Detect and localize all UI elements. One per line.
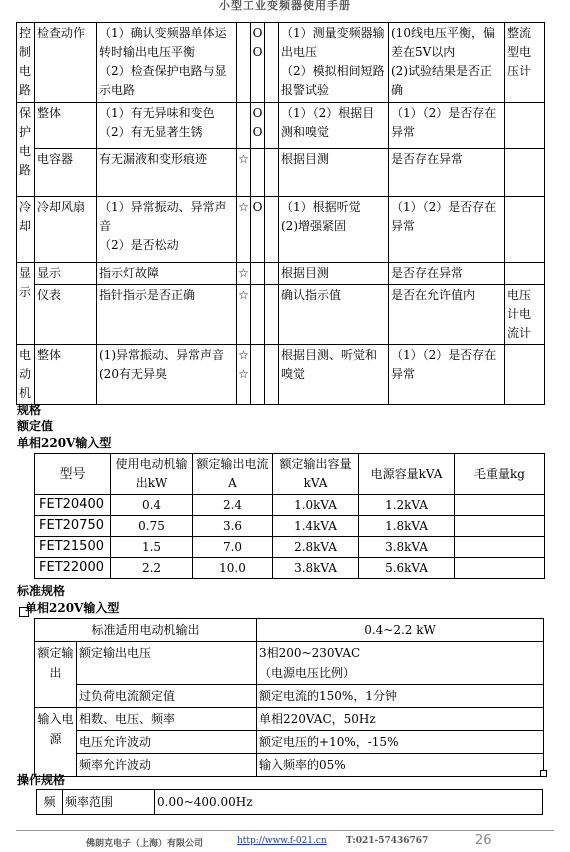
rating-cell: 1.2kVA	[359, 495, 455, 516]
heading-spec: 规格	[17, 403, 42, 417]
maint-cell-g: （1）根据听觉 (2)增强紧固	[279, 197, 389, 263]
rating-table	[34, 453, 545, 579]
model-number: FET20750	[35, 516, 111, 537]
motor-output-value: 0.4~2.2 kW	[257, 619, 544, 642]
maint-cell-i: 整流型电压计	[505, 23, 545, 103]
rating-header: 型号	[35, 454, 111, 495]
freq-range-value: 0.00~400.00Hz	[155, 790, 543, 815]
maint-cell-e: O O	[251, 23, 265, 103]
maintenance-table	[16, 22, 545, 405]
maint-cell-f	[265, 285, 279, 345]
maint-cell-g: 根据目测	[279, 149, 389, 197]
footer-divider	[16, 830, 554, 831]
model-number: FET21500	[35, 537, 111, 558]
maint-cell-b: 整体	[35, 103, 97, 149]
rating-cell: 3.8kVA	[359, 537, 455, 558]
rating-row	[35, 537, 545, 558]
maint-cell-h: 是否存在异常	[389, 263, 505, 285]
maint-row	[17, 345, 545, 405]
maint-cell-d: ☆	[237, 285, 251, 345]
rating-cell	[455, 537, 545, 558]
table-resize-handle	[540, 770, 547, 777]
maint-row	[17, 23, 545, 103]
maint-cell-c: （1）有无异味和变色 （2）有无显著生锈	[97, 103, 237, 149]
rating-header: 额定输出电流A	[193, 454, 273, 495]
maint-cell-g: （1）（2）根据目测和嗅觉	[279, 103, 389, 149]
voltage-tolerance-value: 额定电压的+10%，-15%	[257, 731, 544, 754]
rating-cell	[455, 558, 545, 579]
op-col1: 频	[37, 790, 63, 815]
rating-cell: 5.6kVA	[359, 558, 455, 579]
frequency-tolerance-label: 频率允许波动	[77, 754, 257, 777]
rating-row	[35, 558, 545, 579]
maint-cell-d: ☆	[237, 149, 251, 197]
maint-cell-i	[505, 263, 545, 285]
maint-cell-c: 指针指示是否正确	[97, 285, 237, 345]
maint-row	[17, 263, 545, 285]
maint-cell-h: (10线电压平衡，偏差在5V以内 (2)试验结果是否正确	[389, 23, 505, 103]
model-number: FET22000	[35, 558, 111, 579]
freq-range-label: 频率范围	[63, 790, 155, 815]
maint-cell-h: （1）（2）是否存在异常	[389, 103, 505, 149]
maint-cell-g: （1）测量变频器输出电压 （2）模拟相间短路报警试验	[279, 23, 389, 103]
rating-cell: 1.4kVA	[273, 516, 359, 537]
rated-voltage-value: 3相200~230VAC （电源电压比例）	[257, 642, 544, 685]
rated-voltage-label: 额定输出电压	[77, 642, 257, 685]
motor-output-label: 标准适用电动机输出	[35, 619, 257, 642]
maint-cell-d	[237, 103, 251, 149]
maint-cell-g: 根据目测	[279, 263, 389, 285]
maint-cell-e: O O	[251, 103, 265, 149]
maint-cell-h: 是否存在异常	[389, 149, 505, 197]
maint-cell-e: O	[251, 197, 265, 263]
maint-cell-i	[505, 149, 545, 197]
rating-header: 使用电动机输出kW	[111, 454, 193, 495]
maint-cell-e	[251, 285, 265, 345]
footer-url[interactable]: http://www.f-021.cn	[237, 836, 327, 846]
maint-cell-b: 检查动作	[35, 23, 97, 103]
rating-cell: 0.75	[111, 516, 193, 537]
input-power-label: 输入电源	[35, 708, 77, 777]
maint-cell-b: 冷却风扇	[35, 197, 97, 263]
maint-cell-d: ☆ ☆	[237, 345, 251, 405]
rating-row	[35, 495, 545, 516]
maint-cell-f	[265, 197, 279, 263]
model-number: FET20400	[35, 495, 111, 516]
heading-single-phase: 单相220V输入型	[17, 436, 112, 450]
maint-cell-d	[237, 23, 251, 103]
maint-cell-g: 根据目测、听觉和嗅觉	[279, 345, 389, 405]
rating-header: 电源容量kVA	[359, 454, 455, 495]
maint-cell-b: 整体	[35, 345, 97, 405]
maint-cell-c: 有无漏液和变形痕迹	[97, 149, 237, 197]
footer-company: 佛朗克电子（上海）有限公司	[86, 839, 204, 849]
page-number: 26	[475, 833, 492, 848]
heading-rated: 额定值	[17, 419, 54, 433]
rating-cell: 1.5	[111, 537, 193, 558]
maint-row	[17, 285, 545, 345]
maint-cell-i: 电压计电流计	[505, 285, 545, 345]
heading-op-spec: 操作规格	[17, 773, 66, 787]
overload-label: 过负荷电流额定值	[77, 685, 257, 708]
maint-cell-b: 仪表	[35, 285, 97, 345]
rating-cell: 10.0	[193, 558, 273, 579]
heading-std-single: 单相220V输入型	[25, 601, 120, 615]
rating-header: 毛重量kg	[455, 454, 545, 495]
rating-cell: 7.0	[193, 537, 273, 558]
maint-cell-g: 确认指示值	[279, 285, 389, 345]
frequency-tolerance-value: 输入频率的05%	[257, 754, 544, 777]
maint-cell-h: 是否在允许值内	[389, 285, 505, 345]
rating-cell: 3.8kVA	[273, 558, 359, 579]
maint-row	[17, 149, 545, 197]
maint-cell-b: 电容器	[35, 149, 97, 197]
rating-header: 额定输出容量kVA	[273, 454, 359, 495]
heading-std-spec: 标准规格	[17, 584, 66, 598]
maint-cell-f	[265, 345, 279, 405]
maint-cell-c: 指示灯故障	[97, 263, 237, 285]
maint-cell-i	[505, 197, 545, 263]
maint-category: 电动机	[17, 345, 35, 405]
maint-cell-e	[251, 345, 265, 405]
maint-cell-f	[265, 149, 279, 197]
maint-row	[17, 197, 545, 263]
maint-cell-c: （1）异常振动、异常声音 （2）是否松动	[97, 197, 237, 263]
maint-category: 保护电路	[17, 103, 35, 197]
maint-cell-d: ☆	[237, 197, 251, 263]
phase-label: 相数、电压、频率	[77, 708, 257, 731]
rating-cell: 1.8kVA	[359, 516, 455, 537]
maint-category: 冷却	[17, 197, 35, 263]
operation-spec-table	[36, 789, 543, 815]
maint-category: 控制电路	[17, 23, 35, 103]
maint-cell-c: (1)异常振动、异常声音 (20有无异臭	[97, 345, 237, 405]
maint-cell-f	[265, 23, 279, 103]
rating-cell: 3.6	[193, 516, 273, 537]
rating-cell	[455, 495, 545, 516]
maint-cell-b: 显示	[35, 263, 97, 285]
rated-output-label: 额定输出	[35, 642, 77, 708]
maint-row	[17, 103, 545, 149]
maint-cell-e	[251, 263, 265, 285]
rating-row	[35, 516, 545, 537]
standard-spec-table	[34, 618, 544, 777]
maint-cell-d: ☆	[237, 263, 251, 285]
rating-cell: 2.8kVA	[273, 537, 359, 558]
rating-cell: 1.0kVA	[273, 495, 359, 516]
maint-cell-i	[505, 103, 545, 149]
phase-value: 单相220VAC，50Hz	[257, 708, 544, 731]
rating-cell: 2.4	[193, 495, 273, 516]
maint-cell-e	[251, 149, 265, 197]
rating-cell	[455, 516, 545, 537]
maint-cell-i	[505, 345, 545, 405]
rating-cell: 0.4	[111, 495, 193, 516]
footer-tel: T:021-57436767	[346, 836, 429, 846]
maint-category: 显示	[17, 263, 35, 345]
maint-cell-f	[265, 263, 279, 285]
header-title: 小型工业变频器使用手册	[219, 0, 351, 12]
rating-cell: 2.2	[111, 558, 193, 579]
maint-cell-h: （1）（2）是否存在异常	[389, 345, 505, 405]
voltage-tolerance-label: 电压允许波动	[77, 731, 257, 754]
maint-cell-h: （1）（2）是否存在异常	[389, 197, 505, 263]
maint-cell-f	[265, 103, 279, 149]
maint-cell-c: （1）确认变频器单体运转时输出电压平衡 （2）检查保护电路与显示电路	[97, 23, 237, 103]
overload-value: 额定电流的150%，1分钟	[257, 685, 544, 708]
